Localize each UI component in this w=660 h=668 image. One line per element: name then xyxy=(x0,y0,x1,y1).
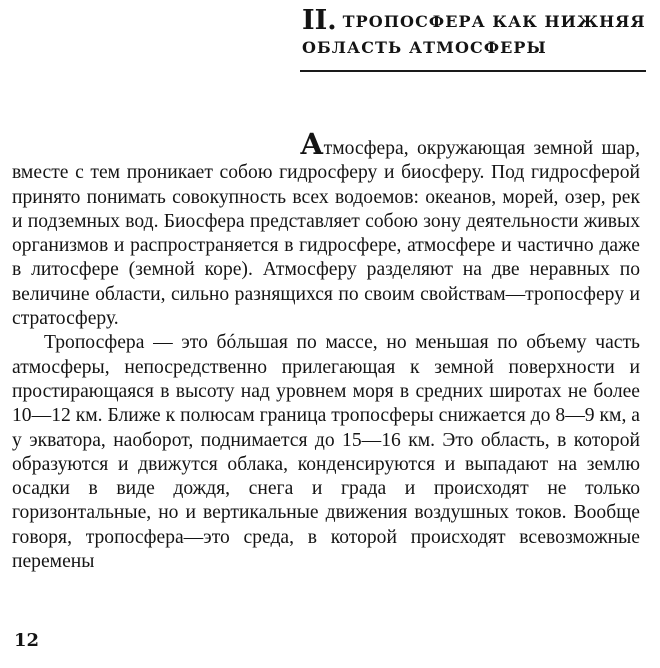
paragraph-1-text: тмосфера, окружающая земной шар, вместе с тем проникает собою гидросферу и биосферу. Под гидросферой принято понимать совокупность всех водоемов: океанов, морей, озер, рек и подземных вод. Биосфера представляет собою зону деятельности живых организмов и распространяется в гидросфере, атмосфере и частично даже в литосфере (земной коре). Атмосферу разделяют на две неравных по величине области, сильно разнящихся по своим свойствам—тропосферу и стратосферу. xyxy=(12,138,640,330)
paragraph-2 xyxy=(12,331,640,574)
paragraph-2-text: Тропосфера — это бóльшая по массе, но меньшая по объему часть атмосферы, непосредственно прилегающая к земной поверхности и простирающаяся в высоту над уровнем моря в средних широтах не более 10—12 км. Ближе к полюсам граница тропосферы снижается до 8—9 км, а у экватора, наоборот, поднимается до 15—16 км. Это область, в которой образуются и движутся облака, конденсируются и выпадают на землю осадки в виде дождя, снега и града и происходят не только горизонтальные, но и вертикальные движения воздушных токов. Вообще говоря, тропосфера—это среда, в которой происходят всевозможные перемены xyxy=(12,332,640,573)
page-number: 12 xyxy=(14,630,40,651)
chapter-title-line-1: ТРОПОСФЕРА КАК НИЖНЯЯ xyxy=(342,12,646,31)
body-text xyxy=(12,127,640,574)
chapter-heading xyxy=(302,5,652,61)
heading-underline xyxy=(300,70,646,72)
drop-cap: А xyxy=(300,127,324,161)
chapter-numeral: II. xyxy=(302,5,337,36)
chapter-title-line-2: ОБЛАСТЬ АТМОСФЕРЫ xyxy=(302,38,547,57)
paragraph-1 xyxy=(12,127,640,331)
